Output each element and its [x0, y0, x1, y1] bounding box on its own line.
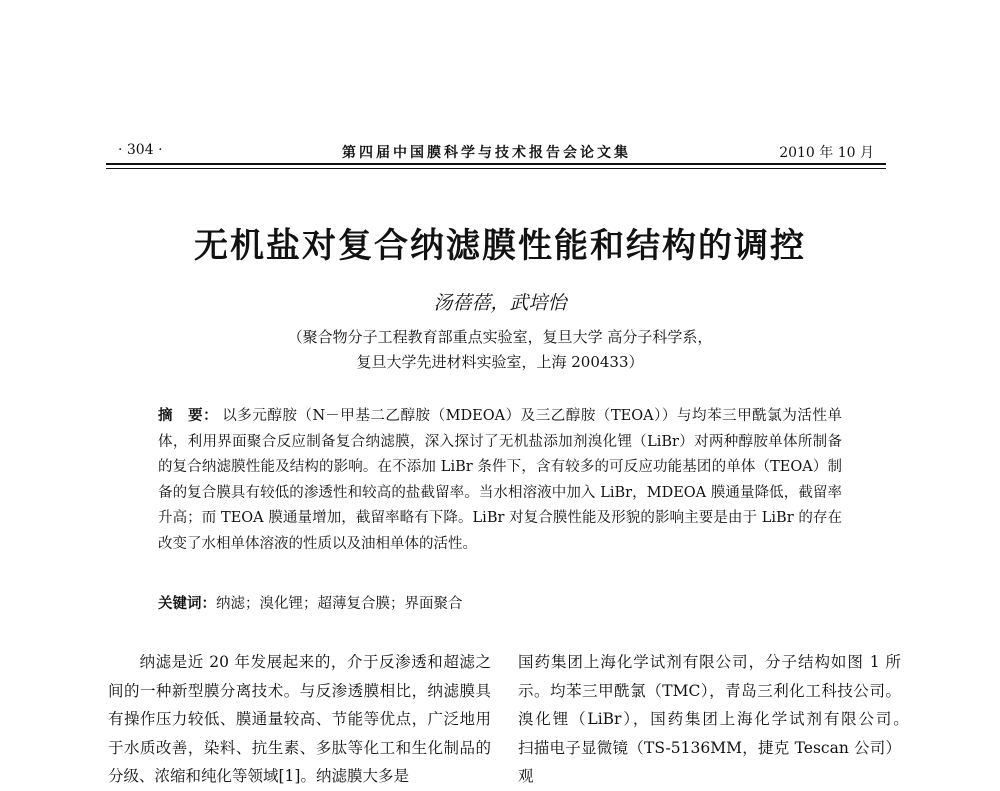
affiliation-line-2: 复旦大学先进材料实验室，上海 200433） [356, 353, 644, 371]
paper-title: 无机盐对复合纳滤膜性能和结构的调控 [194, 226, 806, 266]
keywords-text: 纳滤；溴化锂；超薄复合膜；界面聚合 [216, 596, 463, 612]
abstract-text: 以多元醇胺（N－甲基二乙醇胺（MDEOA）及三乙醇胺（TEOA））与均苯三甲酰氯为活性单体，利用界面聚合反应制备复合纳滤膜，深入探讨了无机盐添加剂溴化锂（LiBr）对两种醇胺单体所制备的复合纳滤膜性能及结构的影响。在不添加 LiBr 条件下，含有较多的可反应功能基团的单体（TEOA）制备的复合膜具有较低的渗透性和较高的盐截留率。当水相溶液中加入 LiBr，MDEOA 膜通量降低，截留率升高；而 TEOA 膜通量增加，截留率略有下降。LiBr 对复合膜性能及形貌的影响主要是由于 LiBr 的存在改变了水相单体溶液的性质以及油相单体的活性。 [158, 408, 843, 552]
body-right-column [518, 648, 933, 791]
publication-date: 2010 年 10 月 [779, 145, 874, 161]
affiliation-line-1: （聚合物分子工程教育部重点实验室，复旦大学 高分子科学系， [287, 328, 713, 346]
abstract-label: 摘 要： [158, 407, 219, 424]
body-left-column [108, 648, 491, 791]
left-column-text: 纳滤是近 20 年发展起来的，介于反渗透和超滤之间的一种新型膜分离技术。与反渗透膜相比，纳滤膜具有操作压力较低、膜通量较高、节能等优点，广泛地用于水质改善，染料、抗生素、多肽等化工和生化制品的分级、浓缩和纯化等领域[1]。纳滤膜大多是 [108, 653, 491, 785]
header-rule-thin [106, 168, 886, 169]
right-column-text: 国药集团上海化学试剂有限公司，分子结构如图 1 所示。均苯三甲酰氯（TMC），青岛三利化工科技公司。溴化锂（LiBr），国药集团上海化学试剂有限公司。 扫描电子显微镜（TS-5136MM，捷克 Tescan 公司）观 [518, 653, 933, 785]
abstract [158, 403, 842, 557]
page-number: · 304 · [118, 142, 163, 158]
keywords [158, 592, 842, 613]
journal-title: 第四届中国膜科学与技术报告会论文集 [342, 145, 631, 161]
keywords-label: 关键词： [158, 595, 216, 612]
header-rule-thick [106, 163, 886, 165]
authors: 汤蓓蓓，武培怡 [433, 292, 567, 314]
running-header [106, 140, 886, 164]
